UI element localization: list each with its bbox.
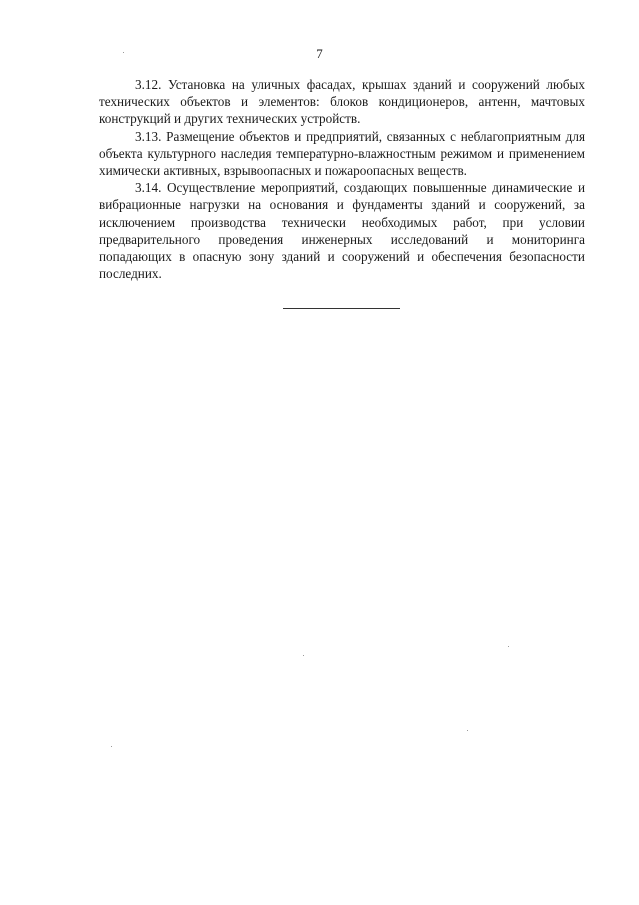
clause-number: 3.14. [135,180,162,196]
end-of-document-rule [283,308,400,309]
clause-number: 3.12. [135,77,162,92]
scan-speck [111,746,112,747]
scan-speck [123,52,124,53]
page-number: 7 [316,46,323,61]
clause-3-13 [99,128,585,180]
document-body [99,76,585,282]
scan-speck [508,646,509,647]
clause-number: 3.13. [135,128,162,144]
clause-text: Осуществление мероприятий, создающих повышенные динамические и вибрационные нагрузки на основания и фундаменты зданий и сооружений, за исключением производства технически необходимых работ, при условии предварительного проведения инженерных исследований и мониторинга попадающих в опасную зону зданий и сооружений и обеспечения безопасности последних. [99,180,585,282]
clause-3-12 [99,76,585,128]
clause-text: Размещение объектов и предприятий, связанных с неблагоприятным для объекта культурного наследия температурно-влажностным режимом и применением химически активных, взрывоопасных и пожароопасных веществ. [99,128,586,179]
clause-3-14 [99,179,585,282]
clause-text: Установка на уличных фасадах, крышах зданий и сооружений любых технических объектов и элементов: блоков кондиционеров, антенн, мачтовых конструкций и других технических устройств. [99,77,585,127]
scan-speck [303,655,304,656]
scan-speck [467,730,468,731]
